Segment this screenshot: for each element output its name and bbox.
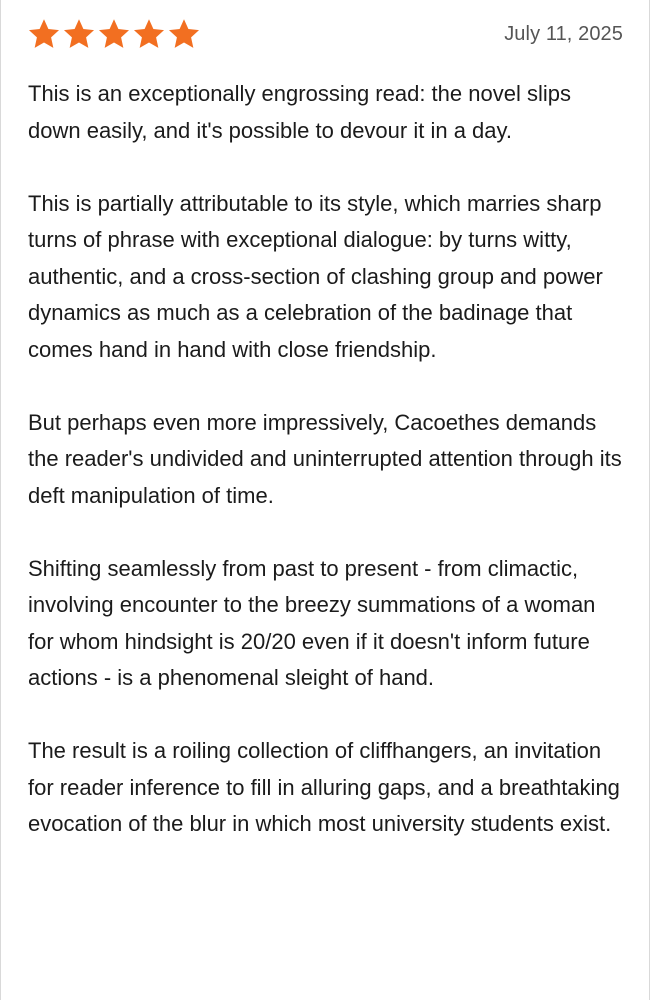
- review-date: July 11, 2025: [504, 22, 623, 45]
- star-icon: [97, 17, 131, 51]
- star-icon: [132, 17, 166, 51]
- review-header: [27, 16, 623, 52]
- star-icon: [62, 17, 96, 51]
- review-paragraph-1: This is an exceptionally engrossing read: the novel slips down easily, and it's possible to devour it in a day.: [28, 81, 571, 143]
- star-icon: [167, 17, 201, 51]
- review-paragraph-2: This is partially attributable to its style, which marries sharp turns of phrase with exceptional dialogue: by turns witty, authentic, and a cross-section of clashing group and power dynamics as much as a celebration of the badinage that comes hand in hand with close friendship.: [28, 190, 603, 362]
- review-paragraph-4: Shifting seamlessly from past to present - from climactic, involving encounter to the breezy summations of a woman for whom hindsight is 20/20 even if it doesn't inform future actions - is a phenomenal sleight of hand.: [28, 555, 596, 690]
- star-rating: [27, 17, 201, 51]
- review-paragraph-3: But perhaps even more impressively, Cacoethes demands the reader's undivided and uninterrupted attention through its deft manipulation of time.: [28, 409, 622, 508]
- review-body: [28, 76, 627, 879]
- star-icon: [27, 17, 61, 51]
- review-paragraph-5: The result is a roiling collection of cliffhangers, an invitation for reader inference to fill in alluring gaps, and a breathtaking evocation of the blur in which most university students exist.: [28, 738, 620, 836]
